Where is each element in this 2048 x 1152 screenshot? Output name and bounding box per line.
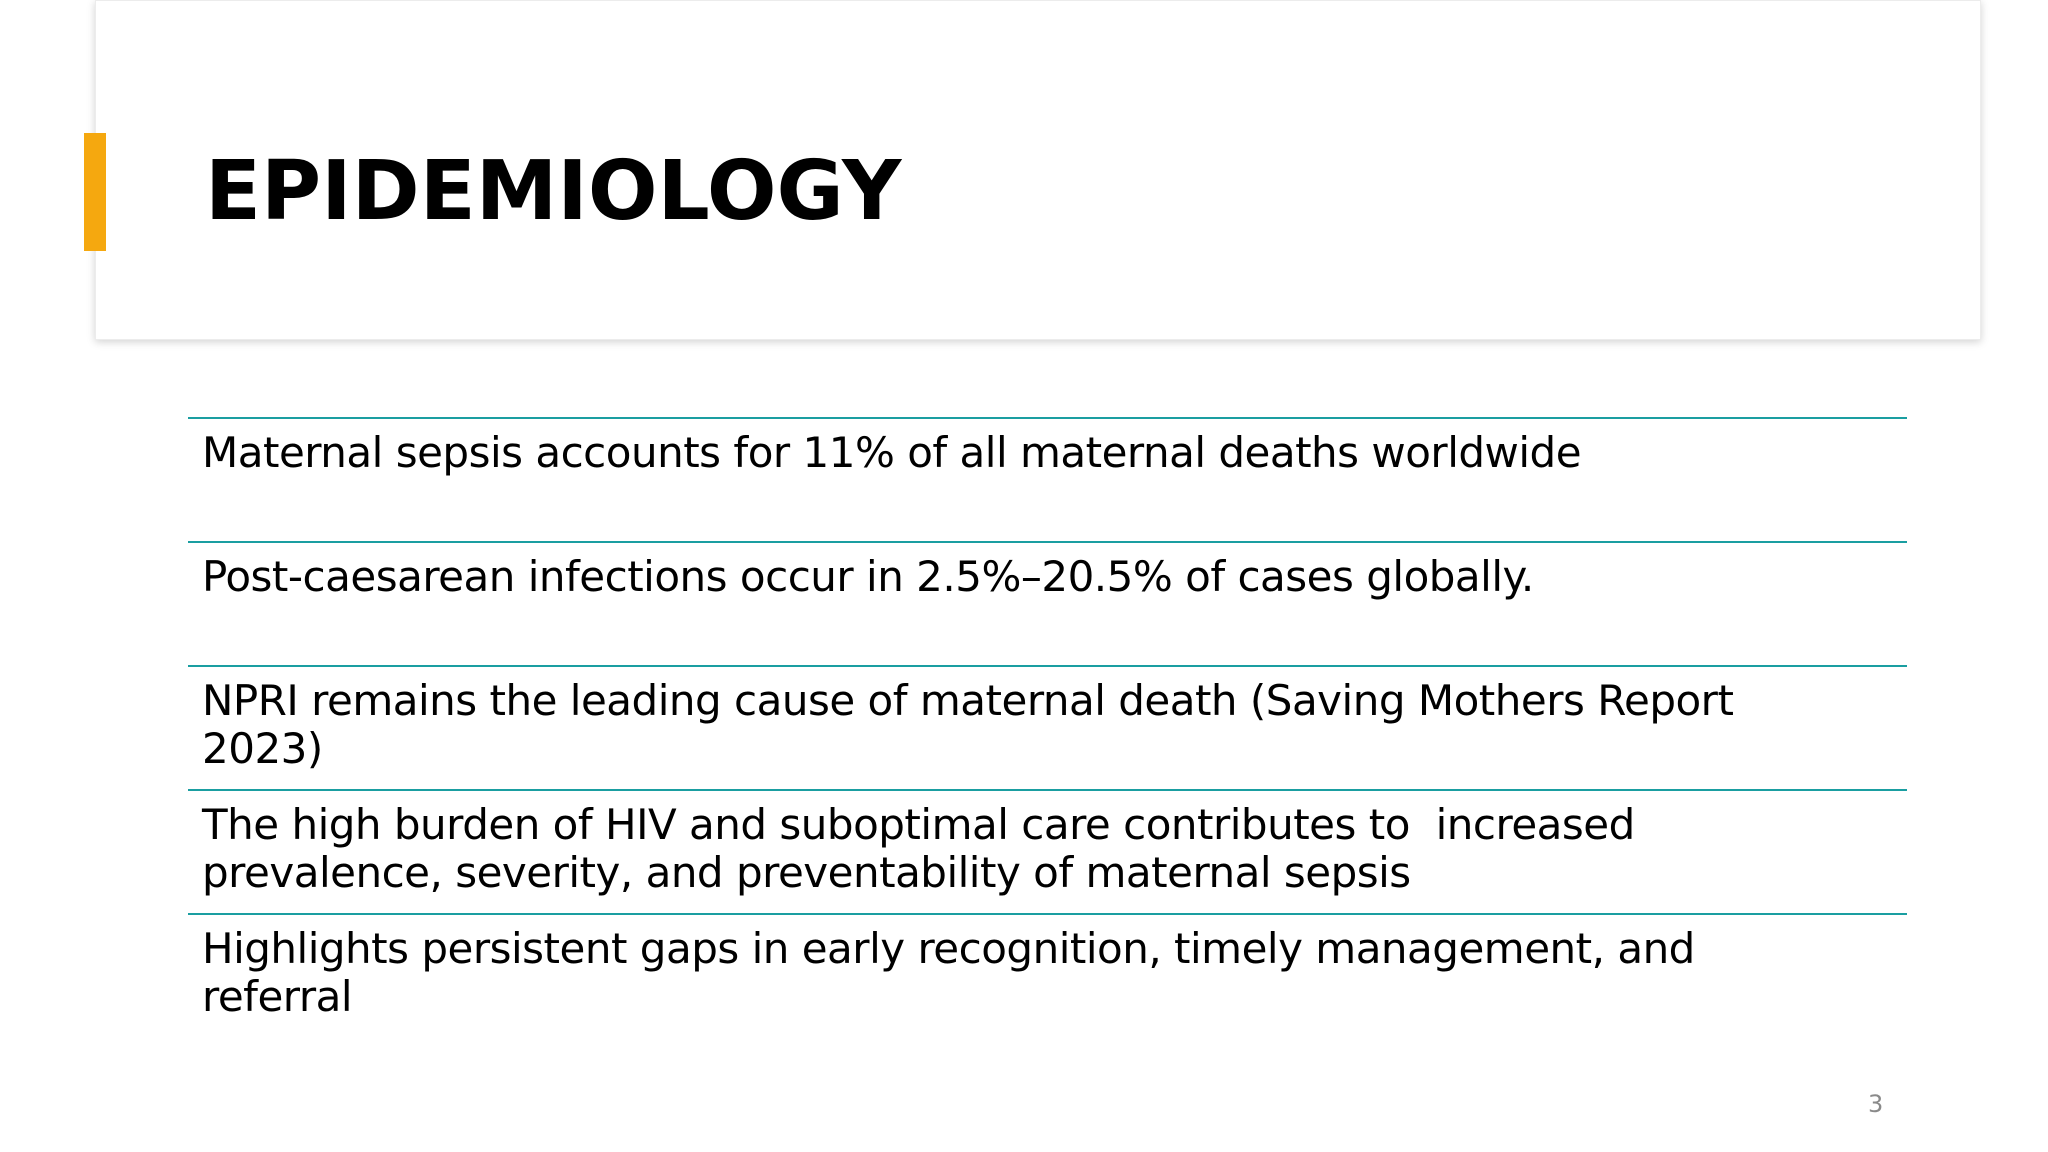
- list-item-text: Highlights persistent gaps in early recognition, timely management, and referral: [202, 924, 1695, 1021]
- list-item: [188, 417, 1907, 541]
- list-item-text: The high burden of HIV and suboptimal care contributes to increased prevalence, severity, and preventability of maternal sepsis: [202, 800, 1635, 897]
- list-item: [188, 789, 1907, 913]
- list-item-text: NPRI remains the leading cause of maternal death (Saving Mothers Report 2023): [202, 676, 1734, 773]
- title-accent-bar: [84, 133, 106, 251]
- page-number: 3: [1868, 1090, 1884, 1118]
- list-item-text: Post-caesarean infections occur in 2.5%–20.5% of cases globally.: [202, 552, 1534, 601]
- slide-title: EPIDEMIOLOGY: [205, 144, 902, 239]
- bullet-list: [188, 417, 1907, 1037]
- list-item: [188, 541, 1907, 665]
- list-item: [188, 913, 1907, 1037]
- list-item-text: Maternal sepsis accounts for 11% of all maternal deaths worldwide: [202, 428, 1582, 477]
- list-item: [188, 665, 1907, 789]
